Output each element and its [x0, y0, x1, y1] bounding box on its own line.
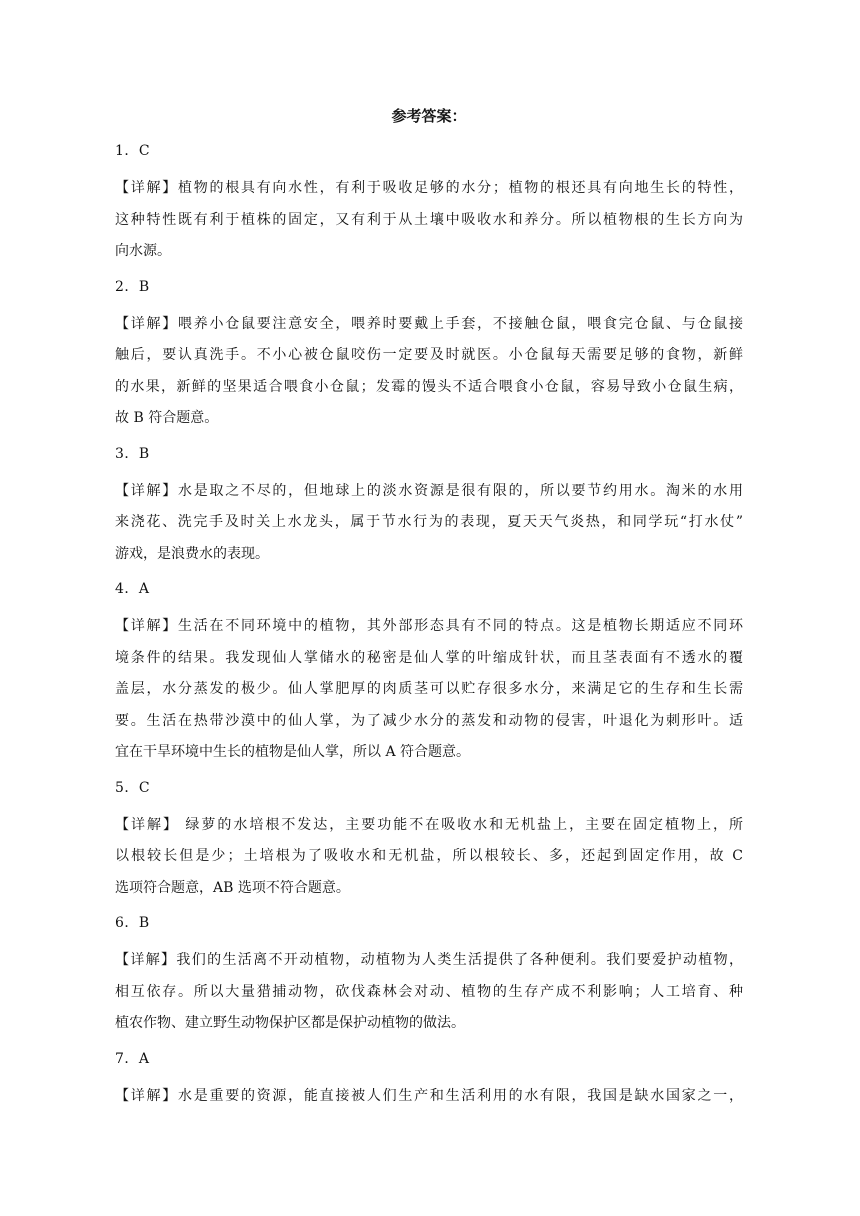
answer-number: 4．A [115, 581, 150, 597]
answer-number: 1．C [115, 143, 151, 159]
answer-explanation [115, 1081, 743, 1113]
text-line: 【详解】植物的根具有向水性，有利于吸收足够的水分；植物的根还具有向地生长的特性， [115, 180, 743, 196]
text-line: 选项符合题意，AB 选项不符合题意。 [115, 879, 350, 896]
text-line: 要。生活在热带沙漠中的仙人掌，为了减少水分的蒸发和动物的侵害，叶退化为刺形叶。适 [115, 712, 743, 729]
answer-number: 5．C [115, 779, 151, 796]
text-line: 植农作物、建立野生动物保护区都是保护动植物的做法。 [115, 1015, 465, 1031]
answer-explanation [115, 476, 743, 571]
answer-item-1 [115, 141, 743, 268]
text-line: 宜在干旱环境中生长的植物是仙人掌，所以 A 符合题意。 [115, 744, 471, 760]
text-line: 盖层，水分蒸发的极少。仙人掌肥厚的肉质茎可以贮存很多水分，来满足它的生存和生长需 [115, 681, 743, 697]
answer-explanation [115, 309, 743, 435]
text-line: 【详解】我们的生活离不开动植物，动植物为人类生活提供了各种便利。我们要爱护动植物， [115, 952, 743, 968]
text-line: 故 B 符合题意。 [115, 410, 219, 426]
answer-item-3 [115, 444, 743, 571]
answer-item-6 [115, 913, 743, 1040]
text-line: 境条件的结果。我发现仙人掌储水的秘密是仙人掌的叶缩成针状，而且茎表面有不透水的覆 [115, 649, 743, 666]
answer-number: 2．B [115, 278, 150, 295]
answer-item-2 [115, 277, 743, 435]
text-line: 【详解】水是重要的资源，能直接被人们生产和生活利用的水有限，我国是缺水国家之一， [115, 1087, 743, 1104]
text-line: 以根较长但是少；土培根为了吸收水和无机盐，所以根较长、多，还起到固定作用，故 C [115, 848, 743, 864]
answer-explanation [115, 810, 743, 905]
answer-item-5 [115, 778, 743, 905]
text-line: 来浇花、洗完手及时关上水龙头，属于节水行为的表现，夏天天气炎热，和同学玩“打水仗” [115, 514, 743, 530]
answer-number: 6．B [115, 915, 150, 931]
text-line: 相互依存。所以大量猎捕动物，砍伐森林会对动、植物的生存产成不利影响；人工培育、种 [115, 983, 743, 1000]
answer-number: 7．A [115, 1050, 150, 1067]
answer-explanation [115, 611, 743, 769]
text-line: 这种特性既有利于植株的固定，又有利于从土壤中吸收水和养分。所以植物根的生长方向为 [115, 211, 743, 228]
text-line: 的水果，新鲜的坚果适合喂食小仓鼠；发霉的馒头不适合喂食小仓鼠，容易导致小仓鼠生病， [115, 378, 743, 395]
answer-explanation [115, 173, 743, 268]
text-line: 【详解】喂养小仓鼠要注意安全，喂养时要戴上手套，不接触仓鼠，喂食完仓鼠、与仓鼠接 [115, 315, 743, 332]
page-title: 参考答案： [391, 107, 467, 125]
text-line: 【详解】生活在不同环境中的植物，其外部形态具有不同的特点。这是植物长期适应不同环 [115, 618, 743, 634]
text-line: 触后，要认真洗手。不小心被仓鼠咬伤一定要及时就医。小仓鼠每天需要足够的食物，新鲜 [115, 347, 743, 363]
text-line: 向水源。 [115, 243, 171, 259]
answer-item-7 [115, 1049, 743, 1113]
text-line: 游戏，是浪费水的表现。 [115, 545, 269, 562]
answer-section [115, 103, 743, 1121]
answer-number: 3．B [115, 445, 150, 462]
text-line: 【详解】 绿萝的水培根不发达，主要功能不在吸收水和无机盐上，主要在固定植物上，所 [115, 816, 743, 833]
answer-explanation [115, 945, 743, 1040]
answer-item-4 [115, 579, 743, 769]
text-line: 【详解】水是取之不尽的，但地球上的淡水资源是很有限的，所以要节约用水。淘米的水用 [115, 482, 743, 499]
